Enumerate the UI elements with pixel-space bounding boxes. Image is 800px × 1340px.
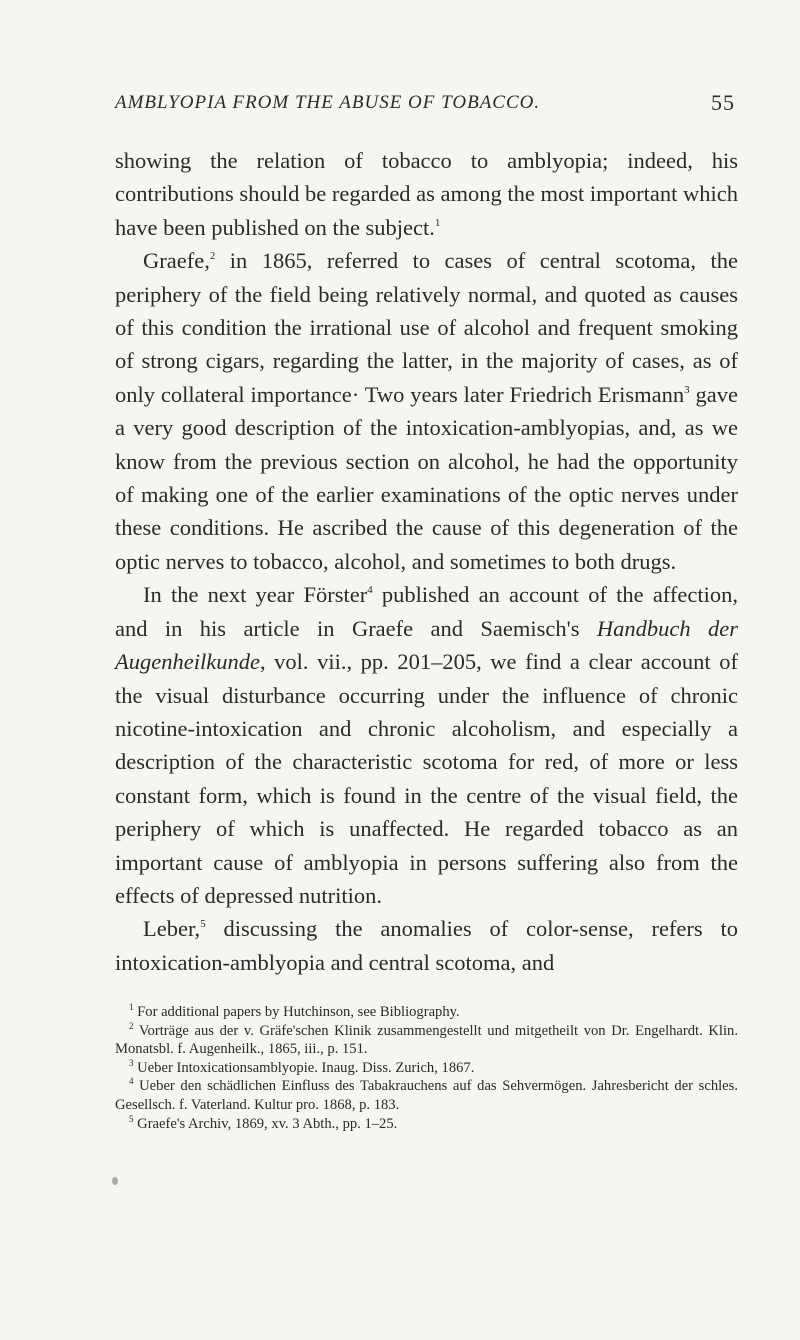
footnote — [115, 1077, 738, 1114]
footnote-text: Ueber Intoxicationsamblyopie. Inaug. Diss. Zurich, 1867. — [137, 1059, 475, 1076]
footnote-marker: 2 — [129, 1020, 134, 1031]
text-run: discussing the anomalies of color-sense, refers to intoxication-amblyopia and central scotoma, and — [115, 916, 738, 975]
paragraph-4 — [115, 912, 738, 979]
footnote-ref: 4 — [367, 584, 373, 597]
footnote-text: Ueber den schädlichen Einfluss des Tabakrauchens auf das Sehvermögen. Jahresbericht der schles. Gesellsch. f. Vaterland. Kultur pro. 1868, p. 183. — [115, 1078, 738, 1113]
text-run: , vol. vii., pp. 201–205, we find a clear account of the visual disturbance occurring under the influence of chronic nicotine-intoxication and chronic alcoholism, and especially a description of the characteristic scotoma for red, of more or less constant form, which is found in the centre of the visual field, the periphery of which is unaffected. He regarded tobacco as an important cause of amblyopia in persons suffering also from the effects of depressed nutrition. — [115, 649, 738, 908]
text-run: In the next year Förster — [143, 582, 368, 608]
text-run: Graefe, — [143, 248, 210, 274]
footnote-marker: 5 — [129, 1113, 134, 1124]
footnote-text: For additional papers by Hutchinson, see Bibliography. — [137, 1004, 460, 1020]
footnote-marker: 1 — [129, 1002, 134, 1012]
body-text — [115, 144, 738, 979]
text-run: published an account of the affection, and in his article in Graefe and Saemisch's — [115, 582, 738, 641]
footnote-ref: 3 — [684, 383, 690, 396]
page-number: 55 — [711, 90, 735, 115]
text-run: gave a very good description of the intoxication-amblyopias, and, as we know from the previous section on alcohol, he had the opportunity of making one of the earlier examinations of the optic nerves under these conditions. He ascribed the cause of this degeneration of the optic nerves to tobacco, alcohol, and sometimes to both drugs. — [115, 381, 738, 574]
footnote-ref: 2 — [209, 250, 216, 263]
ink-speck — [112, 1177, 118, 1185]
footnote-text: Vorträge aus der v. Gräfe'schen Klinik zusammengestellt und mitgetheilt von Dr. Engelhardt. Klin. Monatsbl. f. Augenheilk., 1865, iii., p. 151. — [115, 1022, 738, 1058]
footnote-marker: 4 — [129, 1076, 134, 1087]
footnote — [115, 1115, 738, 1134]
paragraph-2 — [115, 244, 738, 578]
footnotes — [115, 1003, 738, 1133]
footnote — [115, 1003, 738, 1022]
footnote-marker: 3 — [129, 1057, 134, 1068]
footnote — [115, 1022, 738, 1059]
running-head — [115, 92, 735, 114]
text-run: Leber, — [143, 916, 201, 942]
paragraph-1 — [115, 144, 738, 244]
running-title: AMBLYOPIA FROM THE ABUSE OF TOBACCO. — [115, 92, 541, 113]
footnote-text: Graefe's Archiv, 1869, xv. 3 Abth., pp. 1–25. — [137, 1115, 398, 1132]
footnote — [115, 1059, 738, 1078]
paragraph-3 — [115, 578, 738, 912]
text-run: in 1865, referred to cases of central scotoma, the periphery of the field being relatively normal, and quoted as causes of this condition the irrational use of alcohol and frequent smoking of strong cigars, regarding the latter, in the majority of cases, as of only collateral importance· Two years later Friedrich Erismann — [115, 248, 738, 407]
italic-title: Handbuch der Augenheilkunde — [115, 615, 738, 675]
text-run: showing the relation of tobacco to amblyopia; indeed, his contributions should be regarded as among the most important which have been published on the subject. — [115, 148, 739, 240]
footnote-ref: 5 — [200, 918, 206, 931]
footnote-ref: 1 — [434, 216, 441, 229]
